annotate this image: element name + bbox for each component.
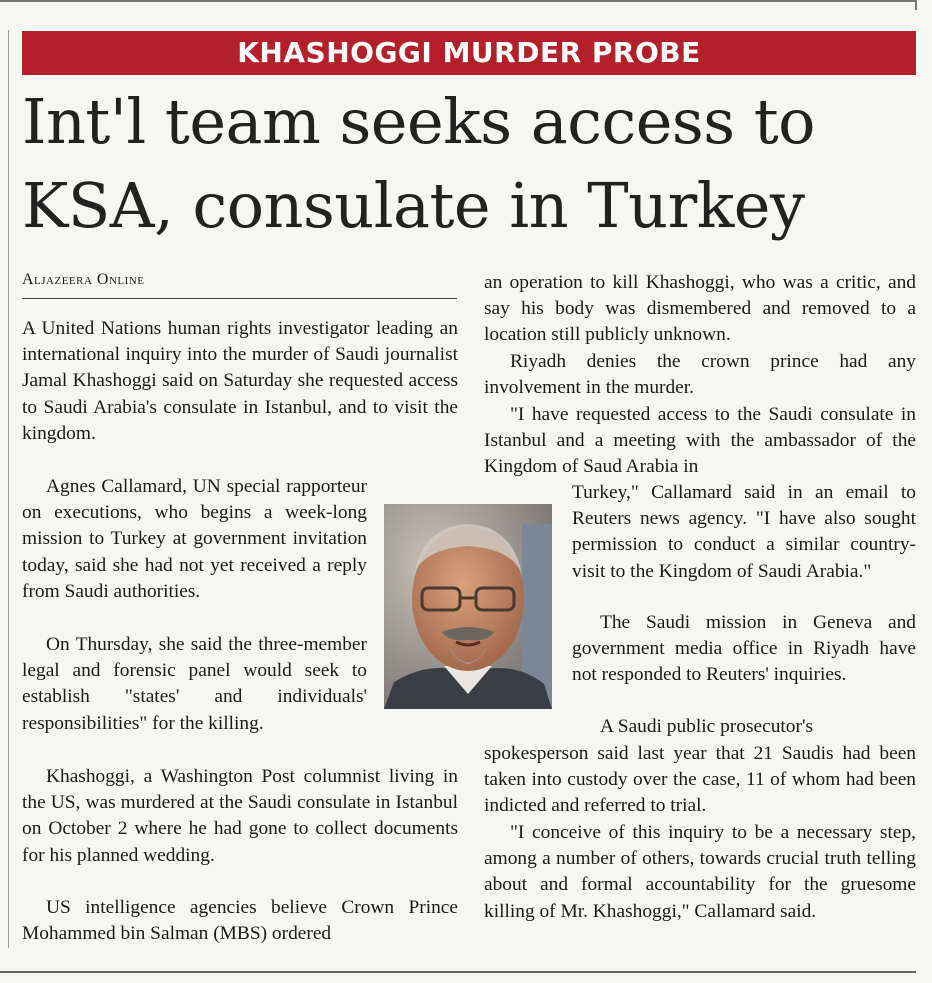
byline-rule xyxy=(22,298,457,299)
byline: Aljazeera Online xyxy=(22,271,145,288)
top-rule xyxy=(0,0,916,2)
kicker-banner: KHASHOGGI MURDER PROBE xyxy=(22,31,916,75)
paragraph-7: Riyadh denies the crown prince had any involvement in the murder. xyxy=(484,351,916,399)
bottom-rule xyxy=(0,971,916,973)
paragraph-3: On Thursday, she said the three-member legal and forensic panel would seek to establish "states' and individuals' responsibilities" for the killing. xyxy=(22,634,367,734)
paragraph-10b: spokesperson said last year that 21 Saudis had been taken into custody over the case, 11 of whom had been indicted and referred to trial. xyxy=(484,743,916,817)
portrait-photo xyxy=(384,504,552,709)
paragraph-6: an operation to kill Khashoggi, who was a critic, and say his body was dismembered and removed to a location still publicly unknown. xyxy=(484,272,916,346)
paragraph-4: Khashoggi, a Washington Post columnist living in the US, was murdered at the Saudi consulate in Istanbul on October 2 where he had gone to collect documents for his planned wedding. xyxy=(22,766,458,866)
paragraph-5: US intelligence agencies believe Crown Prince Mohammed bin Salman (MBS) ordered xyxy=(22,897,458,945)
paragraph-1: A United Nations human rights investigator leading an international inquiry into the murder of Saudi journalist Jamal Khashoggi said on Saturday she requested access to Saudi Arabia's consulate in Istanbul, and to visit the kingdom. xyxy=(22,318,458,444)
headline: Int'l team seeks access to KSA, consulate in Turkey xyxy=(22,85,815,242)
left-rule xyxy=(8,30,9,948)
portrait-photo-art xyxy=(384,504,552,709)
paragraph-11: "I conceive of this inquiry to be a necessary step, among a number of others, towards crucial truth telling about and formal accountability for the gruesome killing of Mr. Khashoggi," Callamard said. xyxy=(484,822,916,922)
paragraph-10a: A Saudi public prosecutor's xyxy=(600,716,813,737)
paragraph-8b: Turkey," Callamard said in an email to Reuters news agency. "I have also sought permission to conduct a similar country-visit to the Kingdom of Saudi Arabia." xyxy=(572,482,916,582)
corner-rule xyxy=(915,0,917,10)
paragraph-2: Agnes Callamard, UN special rapporteur on executions, who begins a week-long mission to Turkey at government invitation today, said she had not yet received a reply from Saudi authorities. xyxy=(22,476,367,602)
paragraph-8a: "I have requested access to the Saudi consulate in Istanbul and a meeting with the ambassador of the Kingdom of Saud Arabia in xyxy=(484,404,916,478)
paragraph-9: The Saudi mission in Geneva and government media office in Riyadh have not responded to Reuters' inquiries. xyxy=(572,612,916,686)
